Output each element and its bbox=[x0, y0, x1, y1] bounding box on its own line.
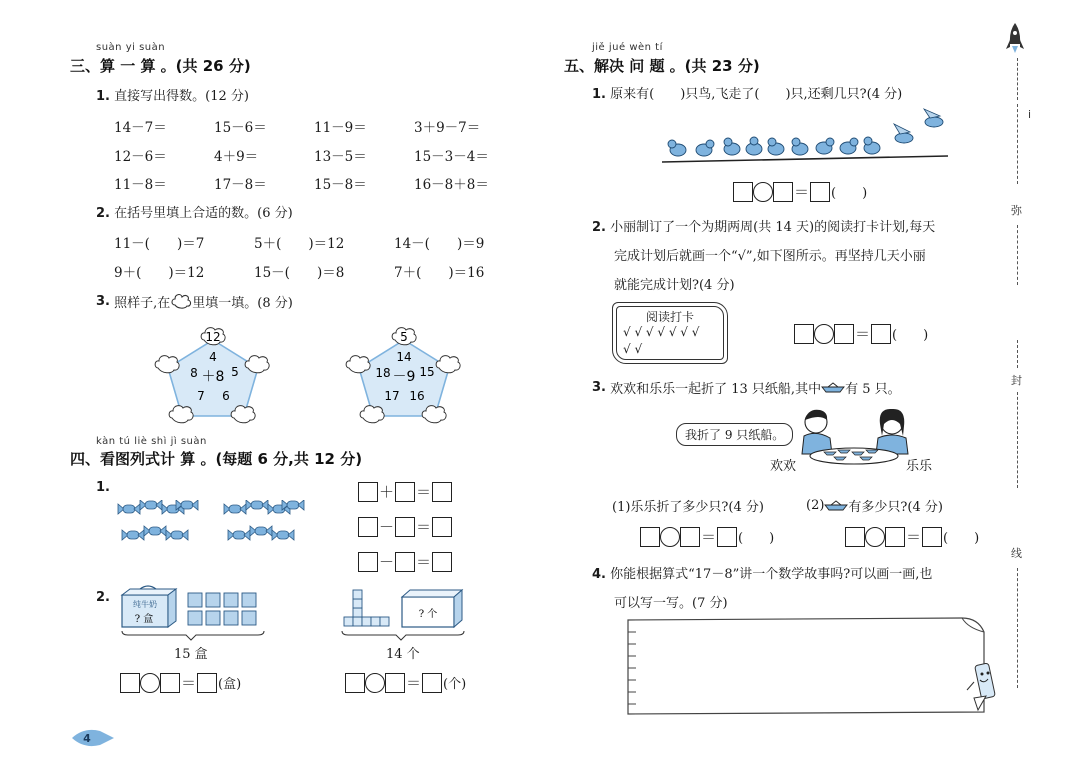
answer-box[interactable] bbox=[345, 673, 365, 693]
answer-box[interactable] bbox=[845, 527, 865, 547]
op-sign: ＝ bbox=[416, 553, 432, 571]
pentagon-diagram-b bbox=[341, 322, 471, 432]
answer-box[interactable] bbox=[385, 673, 405, 693]
s5-q1-text: 原来有( )只鸟,飞走了( )只,还剩几只?(4 分) bbox=[610, 87, 903, 102]
cloud-slot bbox=[346, 356, 370, 373]
operator-circle[interactable] bbox=[140, 673, 160, 693]
calc-item[interactable]: 4＋9＝ bbox=[214, 149, 259, 165]
op-sign: ＝ bbox=[794, 183, 810, 201]
candy-icon bbox=[246, 500, 268, 510]
bird-icon bbox=[840, 138, 858, 154]
cube-icon bbox=[344, 617, 353, 626]
cube-icon bbox=[371, 617, 380, 626]
bird-icon bbox=[668, 140, 686, 156]
s5-q4-line1 bbox=[592, 563, 932, 582]
s5-q4-text-1: 你能根据算式“17－8”讲一个数学故事吗?可以画一画,也 bbox=[610, 567, 933, 582]
paper-boat-icon bbox=[824, 500, 848, 512]
cube-icon bbox=[353, 608, 362, 617]
bird-icon bbox=[696, 140, 714, 156]
perched-birds bbox=[668, 137, 880, 156]
s5-q3-sub2-before: (2) bbox=[806, 498, 825, 513]
cube-icon bbox=[353, 599, 362, 608]
pentagon-a-inner-top: 4 bbox=[209, 350, 217, 364]
answer-box[interactable] bbox=[922, 527, 942, 547]
answer-box[interactable] bbox=[733, 182, 753, 202]
s5-q2-text-2: 完成计划后就画一个“√”,如下图所示。再坚持几天小丽 bbox=[614, 249, 926, 264]
answer-box[interactable] bbox=[358, 482, 378, 502]
cube-icon bbox=[362, 617, 371, 626]
s5-q4-text-2: 可以写一写。(7 分) bbox=[614, 596, 728, 611]
answer-box[interactable] bbox=[680, 527, 700, 547]
cube-icon bbox=[353, 590, 362, 599]
answer-box[interactable] bbox=[358, 552, 378, 572]
calc-item[interactable]: 16－8＋8＝ bbox=[414, 177, 489, 193]
binding-dash bbox=[1017, 568, 1018, 688]
answer-box[interactable] bbox=[432, 552, 452, 572]
answer-box[interactable] bbox=[794, 324, 814, 344]
op-sign: ＝ bbox=[416, 483, 432, 501]
bird-icon bbox=[724, 138, 740, 155]
calc-item[interactable]: 14－7＝ bbox=[114, 120, 167, 136]
kids-folding-boats-illustration bbox=[790, 406, 920, 468]
section5-pinyin: jiě jué wèn tí bbox=[592, 42, 663, 53]
candy-icon bbox=[166, 530, 188, 540]
candy-icon bbox=[144, 526, 166, 536]
bird-icon bbox=[816, 138, 834, 154]
check-row-2: √ √ bbox=[623, 342, 643, 356]
section3-pinyin: suàn yi suàn bbox=[96, 42, 166, 53]
s5-q3-sub2-after: 有多少只?(4 分) bbox=[848, 500, 943, 515]
s4-q1-num: 1. bbox=[96, 480, 110, 495]
cube-illustration bbox=[338, 585, 470, 641]
bird-icon bbox=[746, 137, 762, 155]
equation-row bbox=[358, 481, 452, 502]
answer-box[interactable] bbox=[432, 482, 452, 502]
pentagon-a-top: 12 bbox=[205, 330, 221, 344]
section4-pinyin: kàn tú liè shì jì suàn bbox=[96, 436, 207, 447]
boy-figure bbox=[802, 410, 832, 454]
equation-row bbox=[345, 672, 466, 693]
equation-row bbox=[794, 323, 928, 344]
equation-row bbox=[845, 526, 979, 547]
binding-dash bbox=[1017, 225, 1018, 285]
fill-item[interactable]: 5＋( )＝12 bbox=[254, 236, 345, 252]
equation-row bbox=[640, 526, 774, 547]
binding-char: 弥 bbox=[1011, 204, 1022, 217]
milk-carton-icon bbox=[242, 611, 256, 625]
fill-item[interactable]: 7＋( )＝16 bbox=[394, 265, 485, 281]
answer-box[interactable] bbox=[358, 517, 378, 537]
unit-paren: ( ) bbox=[892, 328, 929, 343]
answer-box[interactable] bbox=[395, 517, 415, 537]
answer-box[interactable] bbox=[432, 517, 452, 537]
speech-bubble: 我折了 9 只纸船。 bbox=[676, 423, 793, 446]
calc-item[interactable]: 15－8＝ bbox=[314, 177, 367, 193]
cloud-slot bbox=[360, 406, 384, 423]
cloud-slot bbox=[155, 356, 179, 373]
operator-circle[interactable] bbox=[814, 324, 834, 344]
s5-q2-text-1: 小丽制订了一个为期两周(共 14 天)的阅读打卡计划,每天 bbox=[610, 220, 936, 235]
paper-boat-icon bbox=[821, 382, 845, 394]
name-huanhuan: 欢欢 bbox=[770, 459, 797, 474]
page-number-badge bbox=[70, 727, 118, 749]
answer-box[interactable] bbox=[395, 482, 415, 502]
fill-item[interactable]: 14－( )＝9 bbox=[394, 236, 485, 252]
s3-q3-text-after: 里填一填。(8 分) bbox=[192, 295, 293, 311]
s3-q3-prompt bbox=[96, 291, 293, 311]
page-number: 4 bbox=[83, 732, 91, 745]
answer-box[interactable] bbox=[834, 324, 854, 344]
s5-q2-line1 bbox=[592, 216, 935, 235]
operator-circle[interactable] bbox=[365, 673, 385, 693]
binding-char: i bbox=[1028, 108, 1032, 121]
operator-circle[interactable] bbox=[753, 182, 773, 202]
equation-row bbox=[120, 672, 241, 693]
milk-carton-icon bbox=[242, 593, 256, 607]
s3-q3-num: 3. bbox=[96, 293, 110, 309]
binding-char: 线 bbox=[1011, 547, 1022, 560]
op-sign: ＋ bbox=[379, 483, 395, 501]
s5-q3-sub2 bbox=[806, 496, 943, 515]
answer-box[interactable] bbox=[197, 673, 217, 693]
s4-q2-num: 2. bbox=[96, 590, 110, 605]
table-top bbox=[810, 448, 898, 464]
milk-carton-icon bbox=[224, 593, 238, 607]
candy-group-a bbox=[116, 500, 200, 552]
answer-box[interactable] bbox=[640, 527, 660, 547]
cube-icon bbox=[380, 617, 389, 626]
reading-card-title: 阅读打卡 bbox=[645, 310, 694, 324]
pentagon-b-center: －9 bbox=[392, 369, 416, 385]
fill-item[interactable]: 9＋( )＝12 bbox=[114, 265, 205, 281]
girl-figure bbox=[876, 409, 908, 454]
pentagon-b-top: 5 bbox=[400, 330, 408, 344]
milk-carton-icon bbox=[224, 611, 238, 625]
calc-item[interactable]: 17－8＝ bbox=[214, 177, 267, 193]
calc-item[interactable]: 11－8＝ bbox=[114, 177, 167, 193]
flying-bird-icon bbox=[894, 124, 913, 143]
story-answer-area[interactable] bbox=[622, 612, 1002, 718]
s5-q1-prompt bbox=[592, 83, 902, 102]
section5-title: 五、解决 问 题 。(共 23 分) bbox=[564, 57, 760, 75]
s5-q3-sub1: (1)乐乐折了多少只?(4 分) bbox=[612, 500, 764, 515]
op-sign: ＝ bbox=[906, 528, 922, 546]
flying-birds bbox=[894, 109, 943, 143]
binding-dash bbox=[1017, 104, 1018, 184]
unit-label: (盒) bbox=[218, 677, 242, 692]
section3-title: 三、算 一 算 。(共 26 分) bbox=[70, 57, 251, 75]
binding-dash bbox=[1017, 58, 1018, 100]
unit-paren: ( ) bbox=[831, 186, 868, 201]
answer-box[interactable] bbox=[810, 182, 830, 202]
s5-q1-num: 1. bbox=[592, 87, 606, 102]
pentagon-a-inner-left: 8 bbox=[190, 366, 198, 380]
calc-item[interactable]: 12－6＝ bbox=[114, 149, 167, 165]
pentagon-a-inner-bl: 7 bbox=[197, 389, 205, 403]
s4-q1-num-wrap bbox=[96, 480, 110, 495]
pentagon-a-inner-right: 5 bbox=[231, 365, 239, 379]
s5-q2-num: 2. bbox=[592, 220, 606, 235]
binding-dash bbox=[1017, 392, 1018, 488]
candy-icon bbox=[140, 500, 162, 510]
s3-q1-num: 1. bbox=[96, 89, 110, 104]
s5-q3-text-after: 有 5 只。 bbox=[845, 382, 901, 397]
answer-box[interactable] bbox=[422, 673, 442, 693]
cube-icon bbox=[353, 617, 362, 626]
candy-icon bbox=[250, 526, 272, 536]
fill-item[interactable]: 11－( )＝7 bbox=[114, 236, 205, 252]
fill-item[interactable]: 15－( )＝8 bbox=[254, 265, 345, 281]
s5-q3-text-before: 欢欢和乐乐一起折了 13 只纸船,其中 bbox=[610, 382, 822, 397]
s3-q2-num: 2. bbox=[96, 206, 110, 221]
reading-card bbox=[612, 302, 728, 364]
s5-q4-num: 4. bbox=[592, 567, 606, 582]
s5-q3-prompt bbox=[592, 378, 901, 397]
equation-row bbox=[358, 516, 452, 537]
birds-illustration bbox=[658, 106, 954, 168]
bird-icon bbox=[792, 138, 808, 155]
unit-paren: ( ) bbox=[943, 531, 980, 546]
calc-item[interactable]: 15－6＝ bbox=[214, 120, 267, 136]
cloud-slot bbox=[169, 406, 193, 423]
calc-item[interactable]: 11－9＝ bbox=[314, 120, 367, 136]
candy-icon bbox=[224, 504, 246, 514]
op-sign: ＝ bbox=[181, 674, 197, 692]
op-sign: ＝ bbox=[406, 674, 422, 692]
small-cubes bbox=[344, 590, 389, 626]
candy-icon bbox=[118, 504, 140, 514]
candy-icon bbox=[122, 530, 144, 540]
cube-question: ? 个 bbox=[418, 609, 438, 620]
candy-group-b bbox=[222, 500, 306, 552]
answer-box[interactable] bbox=[773, 182, 793, 202]
unit-paren: ( ) bbox=[738, 531, 775, 546]
cloud-icon bbox=[170, 291, 192, 311]
pentagon-b-inner-br: 16 bbox=[409, 389, 425, 403]
pentagon-a-inner-br: 6 bbox=[222, 389, 230, 403]
milk-box-illustration bbox=[118, 585, 268, 641]
calc-item[interactable]: 13－5＝ bbox=[314, 149, 367, 165]
answer-box[interactable] bbox=[120, 673, 140, 693]
equation-row bbox=[733, 181, 867, 202]
pentagon-b-inner-right: 15 bbox=[419, 365, 435, 379]
milk-carton-icon bbox=[206, 593, 220, 607]
op-sign: ＝ bbox=[701, 528, 717, 546]
operator-circle[interactable] bbox=[660, 527, 680, 547]
answer-box[interactable] bbox=[160, 673, 180, 693]
s3-q1-text: 直接写出得数。(12 分) bbox=[114, 89, 249, 104]
s5-q2-text-3: 就能完成计划?(4 分) bbox=[614, 278, 735, 293]
pentagon-diagram-a bbox=[150, 322, 280, 432]
wire-line bbox=[662, 156, 948, 162]
s3-q3-text-before: 照样子,在 bbox=[114, 295, 171, 311]
op-sign: － bbox=[379, 518, 395, 536]
milk-carton-icon bbox=[188, 593, 202, 607]
s3-q2-text: 在括号里填上合适的数。(6 分) bbox=[114, 206, 293, 221]
op-sign: ＝ bbox=[855, 325, 871, 343]
milk-carton-icon bbox=[206, 611, 220, 625]
equation-row bbox=[358, 551, 452, 572]
answer-box[interactable] bbox=[885, 527, 905, 547]
milk-label: 纯牛奶 bbox=[133, 600, 157, 609]
section4-title: 四、看图列式计 算 。(每题 6 分,共 12 分) bbox=[70, 450, 363, 468]
operator-circle[interactable] bbox=[865, 527, 885, 547]
bird-icon bbox=[864, 137, 880, 154]
s3-q2-prompt bbox=[96, 202, 293, 221]
answer-box[interactable] bbox=[717, 527, 737, 547]
milk-carton-icon bbox=[188, 611, 202, 625]
op-sign: ＝ bbox=[416, 518, 432, 536]
answer-box[interactable] bbox=[395, 552, 415, 572]
answer-box[interactable] bbox=[871, 324, 891, 344]
milk-question: ? 盒 bbox=[134, 614, 154, 625]
op-sign: － bbox=[379, 553, 395, 571]
rocket-icon bbox=[1006, 22, 1024, 54]
cube-total: 14 个 bbox=[386, 647, 420, 662]
check-row-1: √ √ √ √ √ √ √ bbox=[623, 325, 700, 339]
s5-q3-num: 3. bbox=[592, 380, 606, 395]
unit-label: (个) bbox=[443, 677, 467, 692]
calc-item[interactable]: 3＋9－7＝ bbox=[414, 120, 481, 136]
pentagon-a-center: ＋8 bbox=[201, 369, 225, 385]
binding-char: 封 bbox=[1011, 374, 1022, 387]
milk-small-boxes bbox=[188, 593, 256, 625]
name-lele: 乐乐 bbox=[906, 459, 933, 474]
pentagon-b-inner-bl: 17 bbox=[384, 389, 400, 403]
candy-icon bbox=[228, 530, 250, 540]
pentagon-b-inner-left: 18 bbox=[375, 366, 391, 380]
flying-bird-icon bbox=[924, 109, 943, 127]
milk-total: 15 盒 bbox=[174, 647, 208, 662]
s3-q1-prompt bbox=[96, 85, 249, 104]
bird-icon bbox=[768, 138, 784, 155]
s4-q2-num-wrap bbox=[96, 590, 110, 605]
candy-icon bbox=[272, 530, 294, 540]
calc-item[interactable]: 15－3－4＝ bbox=[414, 149, 489, 165]
binding-dash bbox=[1017, 340, 1018, 368]
pentagon-b-inner-top: 14 bbox=[396, 350, 412, 364]
